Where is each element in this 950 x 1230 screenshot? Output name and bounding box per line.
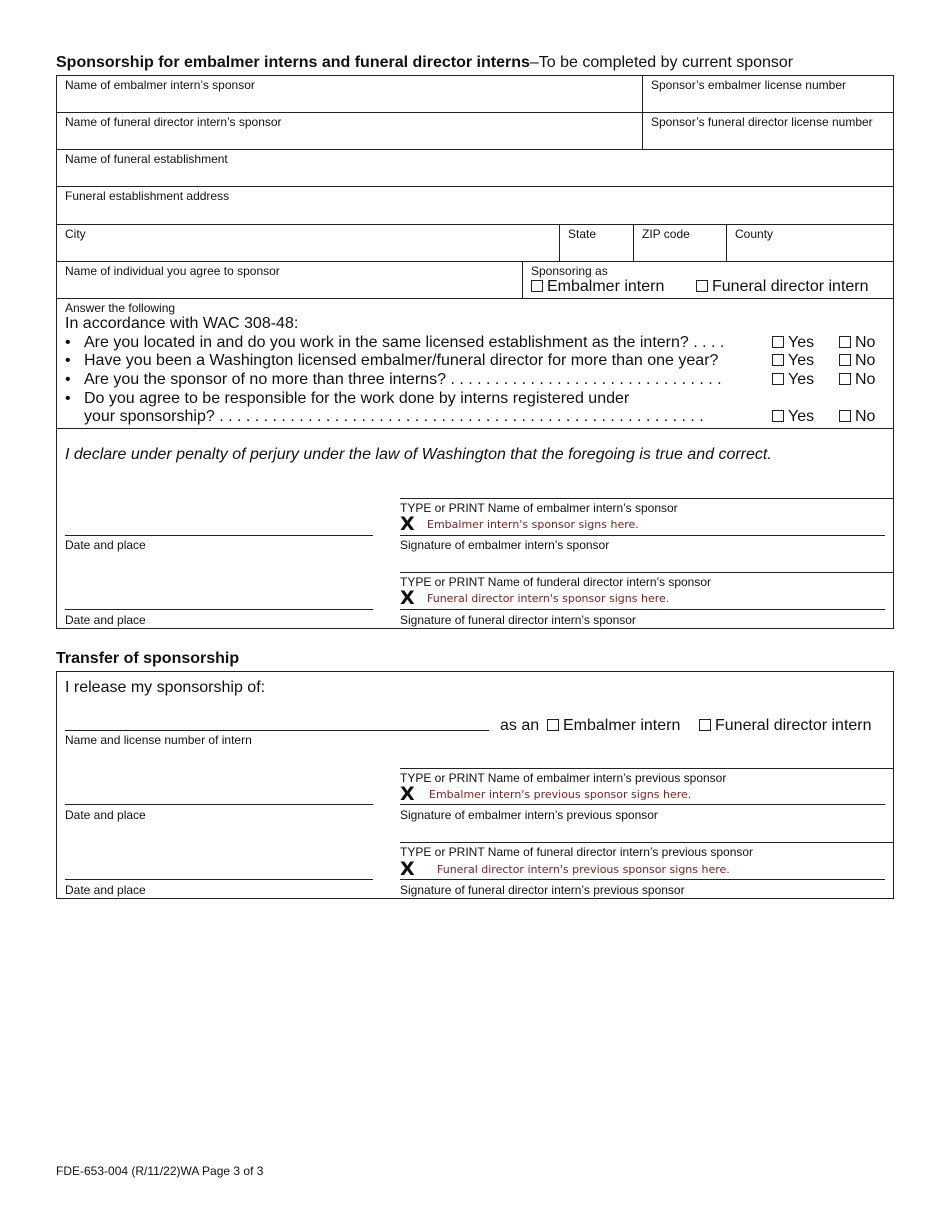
- perjury-declaration: I declare under penalty of perjury under the law of Washington that the foregoing is true and correct.: [65, 446, 772, 463]
- state-field[interactable]: [560, 225, 633, 261]
- date-place-label: Date and place: [65, 538, 146, 552]
- emb-print-name-label: TYPE or PRINT Name of embalmer intern’s sponsor: [400, 501, 678, 515]
- checkbox[interactable]: [772, 354, 784, 366]
- checkbox[interactable]: [839, 336, 851, 348]
- field-label: Name of embalmer intern’s sponsor: [65, 78, 255, 92]
- fd-print-name-label: TYPE or PRINT Name of funderal director intern’s sponsor: [400, 575, 712, 589]
- field-label: Sponsor’s embalmer license number: [651, 78, 846, 92]
- prev-embalmer-sponsor-signature-field[interactable]: [400, 784, 885, 805]
- fd-signature-label: Signature of funeral director intern’s sponsor: [400, 613, 636, 627]
- field-label: County: [735, 227, 774, 241]
- field-label: Funeral establishment address: [65, 189, 230, 203]
- signature-line: [400, 879, 885, 880]
- fd-intern-option[interactable]: Funeral director intern: [696, 278, 869, 296]
- bullet: •: [65, 334, 71, 351]
- q1-yes[interactable]: Yes: [772, 334, 814, 352]
- establishment-address-field[interactable]: [57, 187, 893, 224]
- county-field[interactable]: [727, 225, 893, 261]
- fd-license-field[interactable]: [643, 113, 893, 149]
- date-line: [65, 879, 373, 880]
- divider: [56, 298, 894, 299]
- prev-fd-signature-label: Signature of funeral director intern’s previous sponsor: [400, 883, 685, 897]
- checkbox[interactable]: [839, 354, 851, 366]
- divider: [400, 842, 894, 843]
- signature-line: [400, 535, 885, 536]
- date-line: [65, 609, 373, 610]
- prev-fd-sponsor-signature-field[interactable]: [400, 859, 885, 880]
- date-place-label: Date and place: [65, 883, 146, 897]
- questions-header: Answer the following: [65, 301, 176, 315]
- q3-no[interactable]: No: [839, 371, 875, 389]
- checkbox[interactable]: [531, 280, 543, 292]
- q3-yes[interactable]: Yes: [772, 371, 814, 389]
- transfer-title: Transfer of sponsorship: [56, 650, 240, 667]
- signature-hint: Funeral director intern's previous sponsor signs here.: [437, 863, 730, 876]
- checkbox[interactable]: [839, 410, 851, 422]
- embalmer-sponsor-signature-field[interactable]: [400, 514, 885, 536]
- question-1: Are you located in and do you work in the same licensed establishment as the intern? . . . .: [84, 334, 725, 351]
- prev-emb-print-label: TYPE or PRINT Name of embalmer intern’s previous sponsor: [400, 771, 727, 785]
- intern-name-license-field[interactable]: [65, 705, 489, 730]
- form-footer: FDE-653-004 (R/11/22)WA Page 3 of 3: [56, 1164, 264, 1178]
- field-label: Sponsor’s funeral director license number: [651, 115, 873, 129]
- signature-hint: Funeral director intern's sponsor signs here.: [427, 592, 670, 605]
- bullet: •: [65, 390, 71, 407]
- emb-signature-label: Signature of embalmer intern’s sponsor: [400, 538, 610, 552]
- question-4-line-1: Do you agree to be responsible for the work done by interns registered under: [84, 390, 630, 407]
- release-text: I release my sponsorship of:: [65, 679, 266, 696]
- transfer-embalmer-option[interactable]: Embalmer intern: [547, 717, 680, 735]
- checkbox[interactable]: [772, 336, 784, 348]
- fd-sponsor-name-field[interactable]: [57, 113, 642, 149]
- emb-date-place-field[interactable]: [65, 510, 373, 535]
- checkbox[interactable]: [772, 373, 784, 385]
- q2-no[interactable]: No: [839, 352, 875, 370]
- bullet: •: [65, 371, 71, 388]
- q4-yes[interactable]: Yes: [772, 408, 814, 426]
- field-label: State: [568, 227, 597, 241]
- date-line: [65, 804, 373, 805]
- question-4-line-2: your sponsorship? . . . . . . . . . . . . . . . . . . . . . . . . . . . . . . . . . . . . . . . . . . . . . . . . . . . . . . .: [84, 408, 704, 425]
- checkbox[interactable]: [547, 719, 559, 731]
- checkbox[interactable]: [699, 719, 711, 731]
- as-an-text: as an: [500, 717, 540, 734]
- divider: [400, 572, 894, 573]
- signature-hint: Embalmer intern's previous sponsor signs here.: [429, 788, 692, 801]
- zip-field[interactable]: [634, 225, 726, 261]
- establishment-name-field[interactable]: [57, 150, 893, 186]
- q4-no[interactable]: No: [839, 408, 875, 426]
- signature-line: [400, 609, 885, 610]
- embalmer-sponsor-name-field[interactable]: [57, 76, 642, 112]
- fd-date-place-field[interactable]: [65, 584, 373, 609]
- signature-hint: Embalmer intern's sponsor signs here.: [427, 518, 639, 531]
- sponsoring-as-label: Sponsoring as: [531, 264, 608, 278]
- section-title: Sponsorship for embalmer interns and funeral director interns: [56, 54, 530, 71]
- questions-intro: In accordance with WAC 308-48:: [65, 315, 299, 332]
- embalmer-license-field[interactable]: [643, 76, 893, 112]
- divider: [522, 261, 523, 298]
- field-label: Name of funeral director intern’s sponsor: [65, 115, 282, 129]
- prev-fd-date-place-field[interactable]: [65, 854, 373, 879]
- section-subtitle: –To be completed by current sponsor: [529, 54, 794, 71]
- intern-name-line: [65, 730, 489, 731]
- transfer-fd-option[interactable]: Funeral director intern: [699, 717, 872, 735]
- divider: [56, 428, 894, 429]
- x-mark-icon: X: [400, 783, 415, 805]
- date-place-label: Date and place: [65, 613, 146, 627]
- prev-emb-signature-label: Signature of embalmer intern’s previous sponsor: [400, 808, 658, 822]
- prev-fd-print-label: TYPE or PRINT Name of funeral director intern’s previous sponsor: [400, 845, 754, 859]
- intern-name-label: Name and license number of intern: [65, 733, 252, 747]
- checkbox[interactable]: [772, 410, 784, 422]
- q1-no[interactable]: No: [839, 334, 875, 352]
- divider: [400, 768, 894, 769]
- question-3: Are you the sponsor of no more than three interns? . . . . . . . . . . . . . . . . . . . . . . . . . . . . . . .: [84, 371, 722, 388]
- x-mark-icon: X: [400, 513, 415, 535]
- checkbox[interactable]: [839, 373, 851, 385]
- date-line: [65, 535, 373, 536]
- fd-sponsor-signature-field[interactable]: [400, 588, 885, 610]
- field-label: ZIP code: [642, 227, 690, 241]
- field-label: Name of individual you agree to sponsor: [65, 264, 280, 278]
- prev-emb-date-place-field[interactable]: [65, 779, 373, 804]
- x-mark-icon: X: [400, 858, 415, 880]
- embalmer-intern-option[interactable]: Embalmer intern: [531, 278, 664, 296]
- q2-yes[interactable]: Yes: [772, 352, 814, 370]
- x-mark-icon: X: [400, 587, 415, 609]
- field-label: City: [65, 227, 86, 241]
- field-label: Name of funeral establishment: [65, 152, 228, 166]
- section-header-sponsorship: [56, 54, 896, 72]
- date-place-label: Date and place: [65, 808, 146, 822]
- checkbox[interactable]: [696, 280, 708, 292]
- divider: [400, 498, 894, 499]
- city-field[interactable]: [57, 225, 559, 261]
- individual-name-field[interactable]: [57, 262, 522, 298]
- bullet: •: [65, 352, 71, 369]
- question-2: Have you been a Washington licensed embalmer/funeral director for more than one year?: [84, 352, 719, 369]
- signature-line: [400, 804, 885, 805]
